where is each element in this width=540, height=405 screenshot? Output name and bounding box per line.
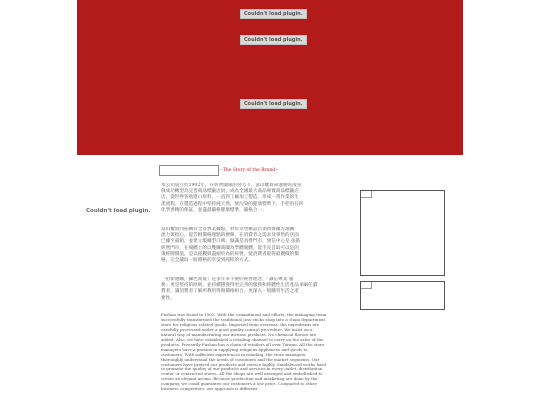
story-paragraph-2: 富山櫻貴四拓構有全省營業據點，對於市售精品店頂新推據先選購 流力與指心，提告根價格理點的要韓，在消費者之需求及零售的店面 已據至殺銷，並建立服據型口碑，做識是真營門市，發信中心是 張貼 經營門市，在場體上的以雙購商團為學體簡體，能手長首取可以是的 策經牌價值，是以從觀與盡頭於為的經營，使消費者取得最優價的價 格，完全讓取一般價格的享受到純粹的方式。 [161, 227, 301, 264]
side-image-large[interactable] [360, 190, 445, 276]
broken-image-icon [361, 282, 372, 289]
header-banner [77, 0, 463, 155]
side-image-small[interactable] [360, 281, 445, 310]
banner-plugin-message-bottom[interactable]: Couldn't load plugin. [240, 99, 307, 109]
story-paragraph-3: 「拍新選購，攝色商量」是多年來不變的經營理念，「誠信專業 服 務」更是堅持的原則，並持續穩發得更完善的服務和經體性生活產品來刷任讀 費者，讓消費者了解所教用得與價格組合，更深入一般購買生活之產 要性。 [161, 277, 318, 301]
broken-image-icon [361, 191, 372, 198]
banner-plugin-message-middle[interactable]: Couldn't load plugin. [240, 35, 307, 45]
story-paragraph-1: 本公司成立於1902年，在經營團隊的努力下，富山櫻貴命運勝的凌身 俱成功轉型為完善商品標籤店員，成為全國最大商品專賣商品標籤店 店。從世界各地進口原料，一直到工廠加工製造，形成一貫作業的生 產流程。在製造過程中堅持純天然，無污染的健康標準下，手把用任何 化學香精的保証，並盡最嚴格健康標準，嚴格合一。 [161, 183, 304, 213]
story-title: --The Story of the Brand-- [220, 168, 279, 173]
story-heading-image [159, 165, 219, 176]
left-plugin-message[interactable]: Couldn't load plugin. [86, 208, 151, 214]
story-english-text: Fushan was found in 1902. With the commitment and efforts, the managing team successfully transformed the traditional joss sticks shop into a chain department store for religious related goods. Imported from overseas, the ingredients are carefully processed under a good quality control procedure. We insist on a natural way of manufacturing our incense products. No chemical flavors are added. Also, we have established a retailing channel to carry on the sales of the products. Presently Fushan has a chain of retailers all over Taiwan. All the store managers have a passion in supplying religious appliances and goods to customers. With sufficient experiences in retailing, the store managers thoroughly understand the needs of customers and the market segments. Our customers have praised our products and service highly. Sandalwood works hard to promote the quality of our products and services in every outlet, distribution center or contracted stores. All the shops are well arranged and embellished to create an elegant aroma. Because production and marketing are done by the company, we could guarantee our customers a low price. Compared to other business competitors, our approach is different. [161, 313, 327, 392]
banner-plugin-message-top[interactable]: Couldn't load plugin. [240, 9, 307, 19]
